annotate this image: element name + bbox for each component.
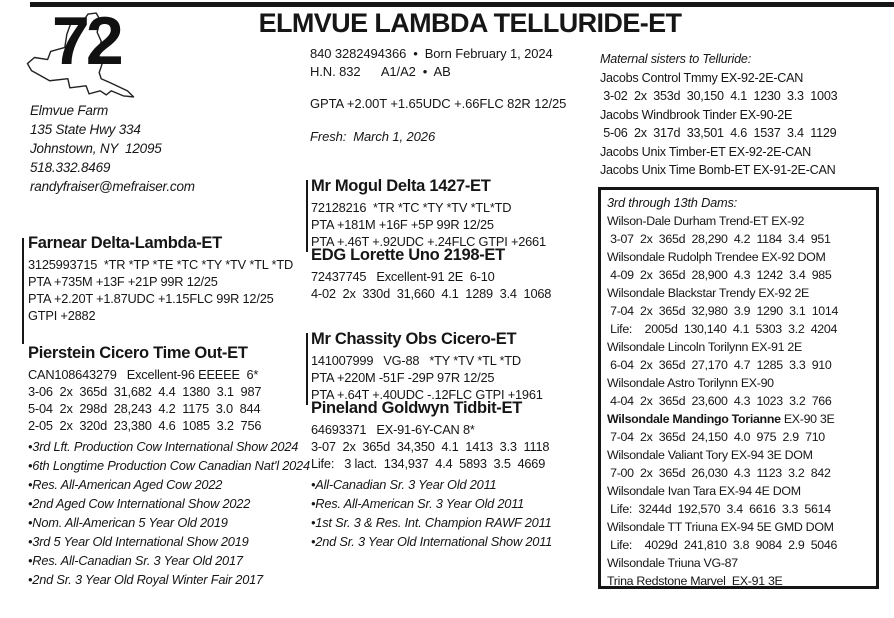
dam-history-line: 4-04 2x 365d 23,600 4.3 1023 3.2 766: [607, 394, 832, 408]
pedigree-data-line: 5-04 2x 298d 28,243 4.2 1175 3.0 844: [28, 401, 261, 416]
consignor-line: 518.332.8469: [30, 160, 111, 175]
dam-history-line: Trina Redstone Marvel EX-91 3E: [607, 574, 783, 588]
maternal-sister-line: 5-06 2x 317d 33,501 4.6 1537 3.4 1129: [600, 126, 837, 140]
dam-awards-list: [28, 437, 310, 589]
pedigree-data-line: CAN108643279 Excellent-96 EEEEE 6*: [28, 367, 259, 382]
dam-history-line: Wilsondale Astro Torilynn EX-90: [607, 376, 774, 390]
maternal-sister-line: Jacobs Unix Timber-ET EX-92-2E-CAN: [600, 144, 812, 159]
maternal-granddam-data-lines: [311, 421, 552, 472]
maternal-granddam-awards-list: [311, 475, 552, 551]
herd-number-line: H.N. 832 A1/A2 • AB: [310, 64, 451, 79]
consignor-line: randyfraiser@mefraiser.com: [30, 179, 195, 194]
award-line: •2nd Sr. 3 Year Old International Show 2011: [311, 534, 553, 549]
dam-history-line: 4-09 2x 365d 28,900 4.3 1242 3.4 985: [607, 268, 832, 282]
maternal-sister-line: 3-02 2x 353d 30,150 4.1 1230 3.3 1003: [600, 89, 838, 103]
dam-history-line: 3-07 2x 365d 28,290 4.2 1184 3.4 951: [607, 232, 831, 246]
registration-born-line: 840 3282494366 • Born February 1, 2024: [310, 46, 553, 61]
maternal-sister-line: Jacobs Control Tmmy EX-92-2E-CAN: [600, 70, 804, 85]
paternal-granddam-name: EDG Lorette Uno 2198-ET: [311, 246, 505, 264]
dam-history-line: 7-00 2x 365d 26,030 4.3 1123 3.2 842: [607, 466, 831, 480]
pedigree-data-line: 2-05 2x 320d 23,380 4.6 1085 3.2 756: [28, 418, 262, 433]
sire-data-lines: [28, 256, 293, 324]
pedigree-data-line: 141007999 VG-88 *TY *TV *TL *TD: [311, 353, 521, 368]
top-rule: [30, 2, 894, 7]
dam-data-lines: [28, 366, 310, 434]
page-title: ELMVUE LAMBDA TELLURIDE-ET: [258, 8, 682, 38]
dam-history-line: Wilsondale TT Triuna EX-94 5E GMD DOM: [607, 520, 834, 534]
award-line: •Res. All-American Aged Cow 2022: [28, 477, 223, 492]
maternal-grandsire-block: [311, 330, 543, 403]
award-line: •3rd 5 Year Old International Show 2019: [28, 534, 249, 549]
further-dams-list: [607, 212, 876, 590]
pedigree-bracket-line: [22, 238, 24, 344]
pedigree-data-line: PTA +735M +13F +21P 99R 12/25: [28, 274, 218, 289]
pedigree-data-line: PTA +220M -51F -29P 97R 12/25: [311, 370, 495, 385]
dam-history-line: Life: 4029d 241,810 3.8 9084 2.9 5046: [607, 538, 838, 552]
paternal-grandsire-block: [311, 177, 546, 250]
paternal-grandsire-name: Mr Mogul Delta 1427-ET: [311, 177, 491, 195]
consignor-line: Johnstown, NY 12095: [30, 141, 162, 156]
pedigree-data-line: 72437745 Excellent-91 2E 6-10: [311, 269, 495, 284]
pedigree-data-line: 64693371 EX-91-6Y-CAN 8*: [311, 422, 475, 437]
dam-history-line: Wilsondale Lincoln Torilynn EX-91 2E: [607, 340, 802, 354]
pedigree-data-line: 3-06 2x 365d 31,682 4.4 1380 3.1 987: [28, 384, 262, 399]
award-line: •Res. All-American Sr. 3 Year Old 2011: [311, 496, 525, 511]
dam-block: [28, 344, 310, 589]
award-line: •1st Sr. 3 & Res. Int. Champion RAWF 2011: [311, 515, 552, 530]
maternal-granddam-name: Pineland Goldwyn Tidbit-ET: [311, 399, 522, 417]
dam-history-line: Wilsondale Rudolph Trendee EX-92 DOM: [607, 250, 826, 264]
pedigree-data-line: GTPI +2882: [28, 308, 96, 323]
pedigree-data-line: PTA +.46T +.92UDC +.24FLC GTPI +2661: [311, 234, 546, 249]
maternal-grandsire-name: Mr Chassity Obs Cicero-ET: [311, 330, 517, 348]
dam-history-line: 7-04 2x 365d 24,150 4.0 975 2.9 710: [607, 430, 825, 444]
paternal-granddam-block: [311, 246, 551, 302]
pedigree-data-line: 3125993715 *TR *TP *TE *TC *TY *TV *TL *TD: [28, 257, 293, 272]
award-line: •Res. All-Canadian Sr. 3 Year Old 2017: [28, 553, 243, 568]
sire-block: [28, 234, 293, 324]
sire-name: Farnear Delta-Lambda-ET: [28, 234, 222, 252]
pedigree-data-line: PTA +181M +16F +5P 99R 12/25: [311, 217, 494, 232]
award-line: •2nd Aged Cow International Show 2022: [28, 496, 251, 511]
consignor-line: Elmvue Farm: [30, 103, 109, 118]
pedigree-data-line: 72128216 *TR *TC *TY *TV *TL*TD: [311, 200, 512, 215]
maternal-sisters-heading: Maternal sisters to Telluride:: [600, 52, 752, 66]
award-line: •All-Canadian Sr. 3 Year Old 2011: [311, 477, 497, 492]
award-line: •3rd Lft. Production Cow International Show 2024: [28, 439, 299, 454]
award-line: •2nd Sr. 3 Year Old Royal Winter Fair 2017: [28, 572, 263, 587]
paternal-granddam-data-lines: [311, 268, 551, 302]
pedigree-bracket-line: [306, 180, 308, 252]
lot-number: 72: [52, 3, 120, 79]
paternal-grandsire-data-lines: [311, 199, 546, 250]
fresh-date-line: Fresh: March 1, 2026: [310, 129, 436, 144]
maternal-sister-line: Jacobs Windbrook Tinder EX-90-2E: [600, 107, 793, 122]
dam-history-line: Wilsondale Blackstar Trendy EX-92 2E: [607, 286, 810, 300]
pedigree-data-line: PTA +.64T +.40UDC -.12FLC GTPI +1961: [311, 387, 543, 402]
maternal-sister-line: Jacobs Unix Time Bomb-ET EX-91-2E-CAN: [600, 163, 836, 177]
dam-name: Pierstein Cicero Time Out-ET: [28, 344, 248, 362]
further-dams-box: [598, 187, 879, 589]
maternal-granddam-block: [311, 399, 552, 551]
pedigree-data-line: PTA +2.20T +1.87UDC +1.15FLC 99R 12/25: [28, 291, 274, 306]
gpta-line: GPTA +2.00T +1.65UDC +.66FLC 82R 12/25: [310, 96, 567, 111]
consignor-line: 135 State Hwy 334: [30, 122, 141, 137]
dam-history-line: Wilson-Dale Durham Trend-ET EX-92: [607, 214, 805, 228]
consignor-block: [30, 101, 195, 196]
dam-history-line: 7-04 2x 365d 32,980 3.9 1290 3.1 1014: [607, 304, 839, 318]
dam-history-line: Wilsondale Triuna VG-87: [607, 556, 738, 570]
maternal-grandsire-data-lines: [311, 352, 543, 403]
award-line: •Nom. All-American 5 Year Old 2019: [28, 515, 228, 530]
pedigree-data-line: Life: 3 lact. 134,937 4.4 5893 3.5 4669: [311, 456, 546, 471]
pedigree-data-line: 3-07 2x 365d 34,350 4.1 1413 3.3 1118: [311, 439, 550, 454]
dam-history-line: Wilsondale Valiant Tory EX-94 3E DOM: [607, 448, 813, 462]
maternal-sisters-block: [600, 50, 837, 180]
award-line: •6th Longtime Production Cow Canadian Nat'l 2024: [28, 458, 310, 473]
dam-history-line: Life: 2005d 130,140 4.1 5303 3.2 4204: [607, 322, 838, 336]
dam-history-line: Life: 3244d 192,570 3.4 6616 3.3 5614: [607, 502, 831, 516]
animal-info-block: [310, 45, 566, 146]
maternal-sisters-list: [600, 69, 837, 180]
dam-history-line: Wilsondale Ivan Tara EX-94 4E DOM: [607, 484, 801, 498]
dam-history-line: 6-04 2x 365d 27,170 4.7 1285 3.3 910: [607, 358, 832, 372]
further-dams-heading: 3rd through 13th Dams:: [607, 195, 738, 210]
pedigree-data-line: 4-02 2x 330d 31,660 4.1 1289 3.4 1068: [311, 286, 552, 301]
dam-history-line: Wilsondale Mandingo Torianne EX-90 3E: [607, 412, 835, 426]
